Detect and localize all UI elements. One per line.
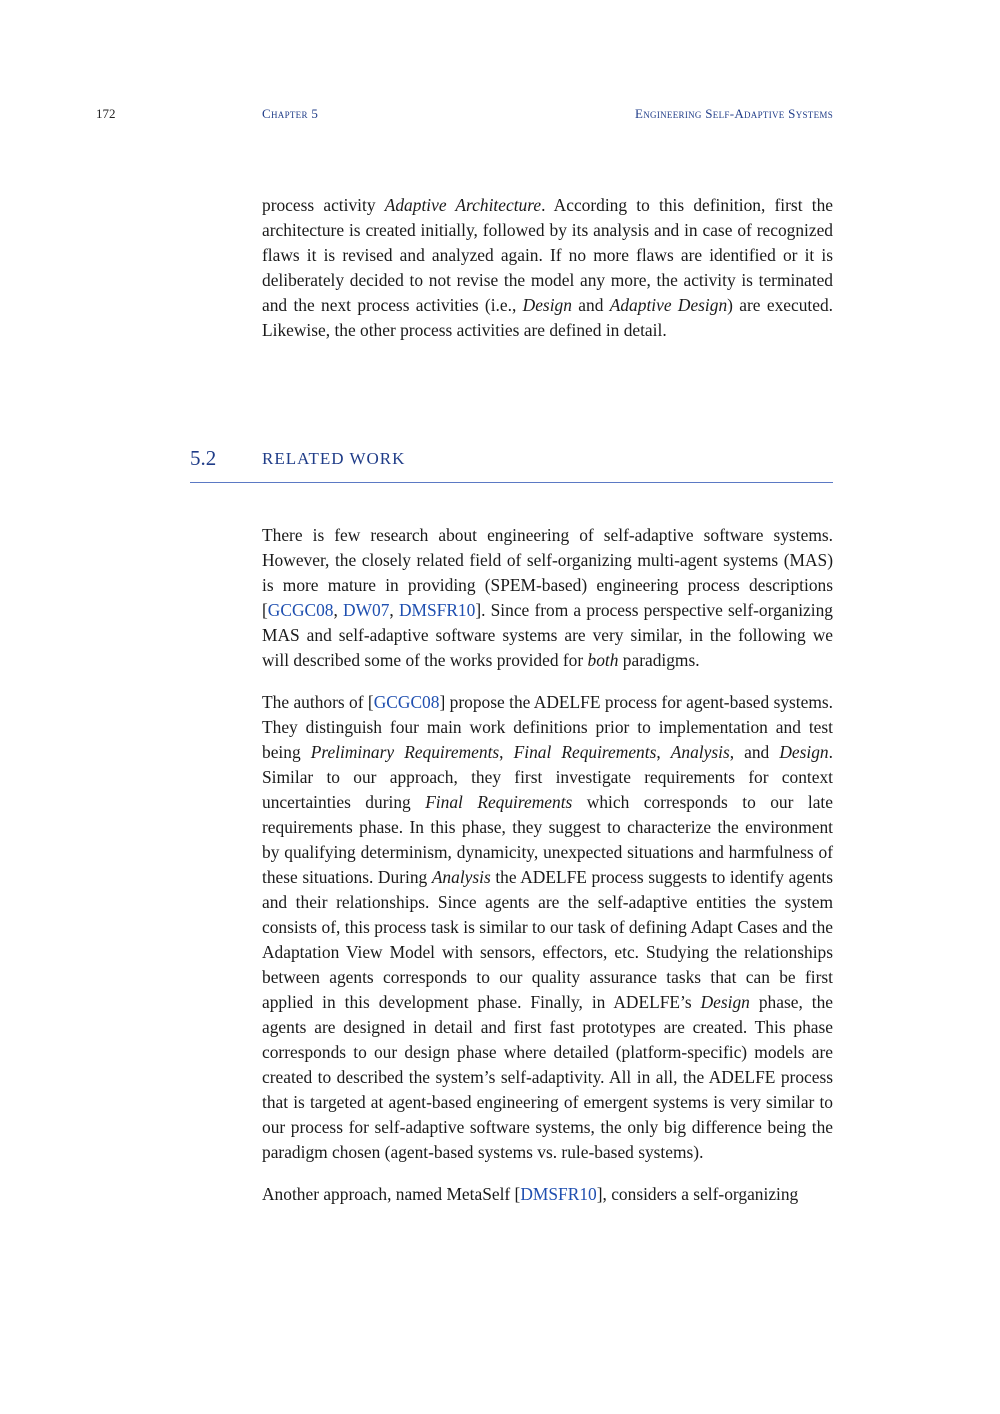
citation-link[interactable]: GCGC08 xyxy=(267,600,334,620)
section-heading xyxy=(190,446,833,483)
emphasis: Final Requirements xyxy=(425,792,573,812)
paragraph-1 xyxy=(262,523,833,673)
text: ) are executed. Likewise, the other process activities are defined in detail. xyxy=(262,295,833,340)
emphasis: both xyxy=(587,650,619,670)
text: ] propose the ADELFE process for agent-based systems. They distinguish four main work definitions prior to implementation and test being xyxy=(262,692,833,762)
text: process activity xyxy=(262,195,385,215)
intro-paragraph xyxy=(262,193,833,343)
text: which corresponds to our late requirements phase. In this phase, they suggest to characterize the environment by qualifying determinism, dynamicity, unexpected situations and harmfulness of these situations. During xyxy=(262,792,833,887)
chapter-label: Chapter 5 xyxy=(262,106,319,121)
text: Another approach, named MetaSelf [ xyxy=(262,1184,521,1204)
paragraph-3 xyxy=(262,1182,833,1207)
section-title: RELATED WORK xyxy=(262,449,406,468)
citation-link[interactable]: DMSFR10 xyxy=(520,1184,597,1204)
intro-paragraph-block xyxy=(262,193,833,360)
running-header xyxy=(0,106,1000,126)
section-number: 5.2 xyxy=(190,446,217,470)
emphasis: Design xyxy=(700,992,750,1012)
running-title: Engineering Self-Adaptive Systems xyxy=(634,106,833,121)
text: , and xyxy=(729,742,780,762)
text: , xyxy=(389,600,399,620)
text: , xyxy=(656,742,671,762)
emphasis: Design xyxy=(522,295,572,315)
emphasis: Analysis xyxy=(670,742,730,762)
paragraph-2 xyxy=(262,690,833,1165)
text: The authors of [ xyxy=(262,692,374,712)
text: , xyxy=(499,742,514,762)
text: ]. Since from a process perspective self-organizing MAS and self-adaptive software systems are very similar, in the following we will described some of the works provided for xyxy=(262,600,833,670)
text: the ADELFE process suggests to identify agents and their relationships. Since agents are the self-adaptive entities the system consists of, this process task is similar to our task of defining Adapt Cases and the Adaptation View Model with sensors, effectors, etc. Studying the relationships between agents corresponds to our quality assurance tasks that can be first applied in this development phase. Finally, in ADELFE’s xyxy=(262,867,833,1012)
emphasis: Adaptive Design xyxy=(609,295,728,315)
citation-link[interactable]: GCGC08 xyxy=(373,692,440,712)
emphasis: Analysis xyxy=(431,867,491,887)
citation-link[interactable]: DMSFR10 xyxy=(398,600,476,620)
text: paradigms. xyxy=(618,650,700,670)
emphasis: Final Requirements xyxy=(513,742,657,762)
page-number: 172 xyxy=(96,106,116,121)
text: and xyxy=(571,295,610,315)
emphasis: Design xyxy=(779,742,829,762)
text: phase, the agents are designed in detail and first fast prototypes are created. This phase corresponds to our design phase where detailed (platform-specific) models are created to described the system’s self-adaptivity. All in all, the ADELFE process that is targeted at agent-based engineering of emergent systems is very similar to our process for self-adaptive software systems, the only big difference being the paradigm chosen (agent-based systems vs. rule-based systems). xyxy=(262,992,833,1162)
text: There is few research about engineering of self-adaptive software systems. However, the closely related field of self-organizing multi-agent systems (MAS) is more mature in providing (SPEM-based) engineering process descriptions [ xyxy=(262,525,833,620)
text: . According to this definition, first the architecture is created initially, followed by its analysis and in case of recognized flaws it is revised and analyzed again. If no more flaws are identified or it is deliberately decided to not revise the model any more, the activity is terminated and the next process activities (i.e., xyxy=(262,195,833,315)
emphasis: Adaptive Architecture xyxy=(384,195,542,215)
text: ], considers a self-organizing xyxy=(596,1184,799,1204)
emphasis: Preliminary Requirements xyxy=(310,742,500,762)
related-work-body xyxy=(262,523,833,1224)
text: , xyxy=(333,600,344,620)
text: . Similar to our approach, they first investigate requirements for context uncertainties during xyxy=(262,742,833,812)
citation-link[interactable]: DW07 xyxy=(343,600,390,620)
